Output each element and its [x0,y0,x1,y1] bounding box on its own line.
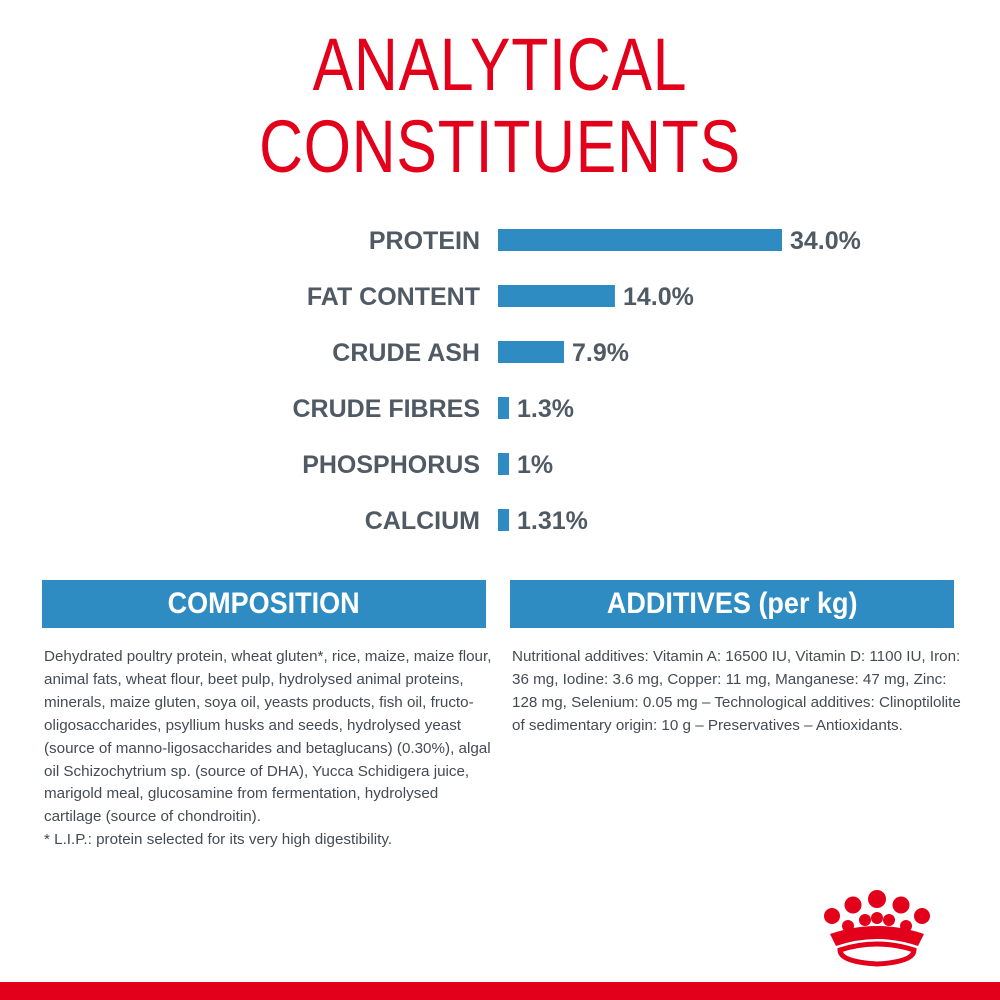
value-label-protein: 34.0% [790,227,861,255]
value-label-calcium: 1.31% [517,507,588,535]
additives-body: Nutritional additives: Vitamin A: 16500 IU, Vitamin D: 1100 IU, Iron: 36 mg, Iodine: 3.6 mg, Copper: 11 mg, Manganese: 47 mg, Zinc: 128 mg, Selenium: 0.05 mg – Technological additives: Clinoptilolite of sedimentary origin: 10 g – Preservatives – Antioxidants. [512,648,961,734]
composition-header-label: COMPOSITION [167,587,361,620]
title-line-2: CONSTITUENTS [259,105,741,188]
bar-fat-content [498,285,615,307]
additives-header [510,580,954,628]
bar-protein [498,229,782,251]
value-label-crude-ash: 7.9% [571,339,629,367]
value-label-fat-content: 14.0% [622,283,694,311]
bar-crude-fibres [498,397,509,419]
bar-calcium [498,509,509,531]
bar-phosphorus [498,453,509,475]
value-label-crude-fibres: 1.3% [517,395,574,423]
title-line-1: ANALYTICAL [312,23,688,106]
category-label-protein: PROTEIN [368,227,480,255]
value-label-phosphorus: 1% [517,451,554,479]
composition-body: Dehydrated poultry protein, wheat gluten*, rice, maize, maize flour, animal fats, wheat flour, beet pulp, hydrolysed animal proteins, minerals, maize gluten, soya oil, yeasts products, fish oil, fructo-oligosaccharides, psyllium husks and seeds, hydrolysed yeast (source of manno-ligosaccharides and betaglucans) (0.30%), algal oil Schizochytrium sp. (source of DHA), Yucca Schidigera juice, marigold meal, glucosamine from fermentation, hydrolysed cartilage (source of chondroitin). [44,648,492,826]
bar-crude-ash [498,341,564,363]
category-label-crude-fibres: CRUDE FIBRES [292,395,480,423]
category-label-calcium: CALCIUM [364,507,480,535]
royal-canin-crown-icon [818,888,958,968]
page-title [90,24,910,188]
analytical-constituents-chart [0,210,1000,550]
category-label-fat-content: FAT CONTENT [306,283,480,311]
bottom-bar [0,982,1000,1000]
composition-footnote: * L.I.P.: protein selected for its very high digestibility. [44,831,393,849]
category-label-crude-ash: CRUDE ASH [332,339,480,367]
additives-text [512,646,962,738]
composition-text [44,646,494,852]
additives-header-label: ADDITIVES (per kg) [606,587,858,620]
composition-header [42,580,486,628]
category-label-phosphorus: PHOSPHORUS [302,451,480,479]
